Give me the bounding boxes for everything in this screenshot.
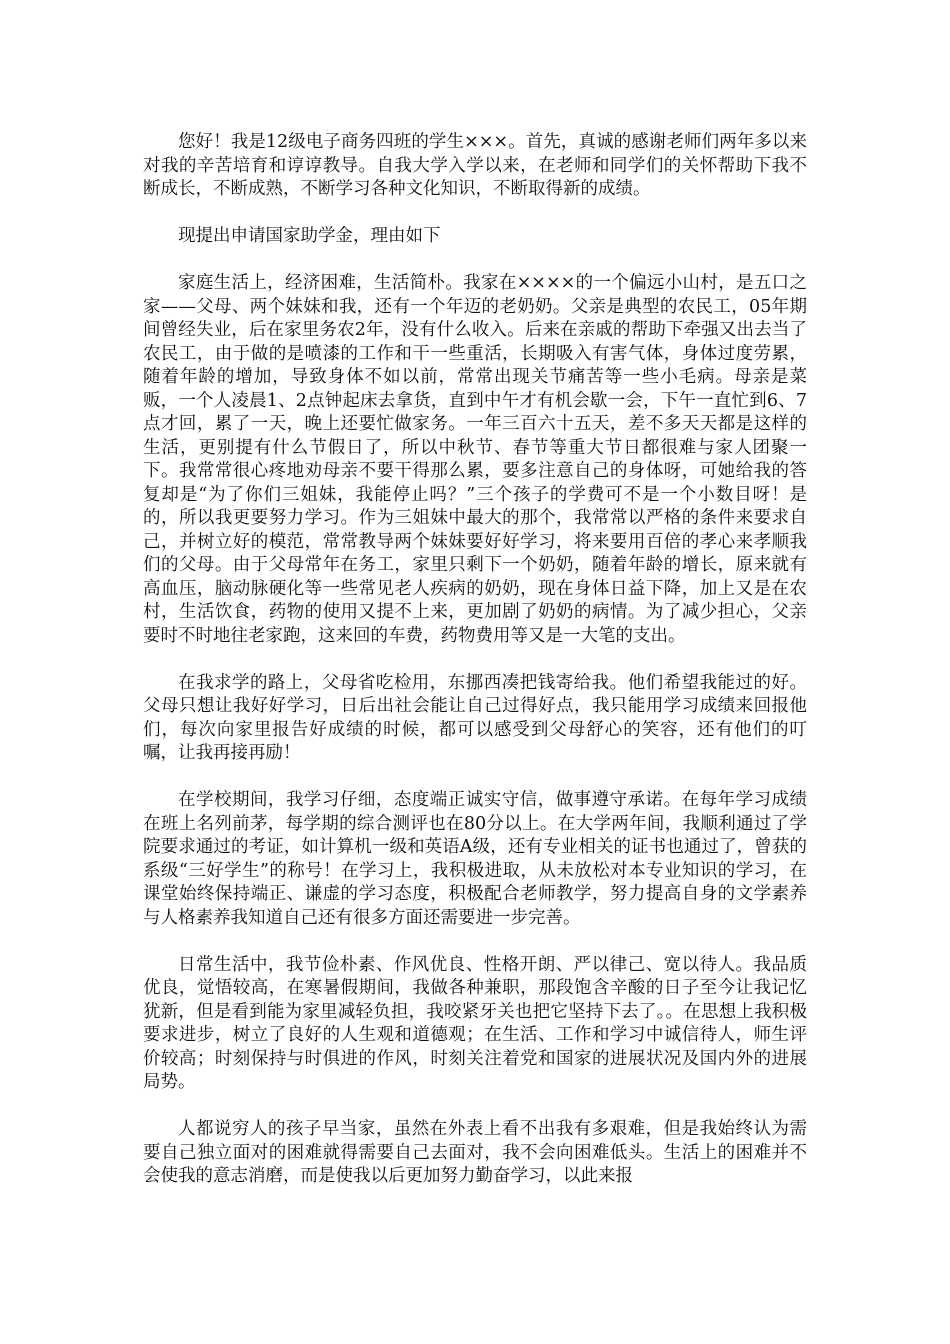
daily-life-paragraph: 日常生活中，我节俭朴素、作风优良、性格开朗、严以律己、宽以待人。我品质优良，觉悟较高，在寒暑假期间，我做各种兼职，那段饱含辛酸的日子至今让我记忆犹新，但是看到能为家里减轻负担，我咬紧牙关也把它坚持下去了。。在思想上我积极要求进步，树立了良好的人生观和道德观；在生活、工作和学习中诚信待人，师生评价较高；时刻保持与时俱进的作风，时刻关注着党和国家的进展状况及国内外的进展局势。 bbox=[143, 954, 807, 1092]
document-body bbox=[143, 131, 807, 1212]
school-performance-paragraph: 在学校期间，我学习仔细，态度端正诚实守信，做事遵守承诺。在每年学习成绩在班上名列前茅，每学期的综合测评也在80分以上。在大学两年间，我顺利通过了学院要求通过的考证，如计算机一级和英语A级，还有专业相关的证书也通过了，曾获的系级“三好学生”的称号！在学习上，我积极进取，从未放松对本专业知识的学习，在课堂始终保持端正、谦虚的学习态度，积极配合老师教学，努力提高自身的文学素养与人格素养我知道自己还有很多方面还需要进一步完善。 bbox=[143, 790, 807, 928]
parents-support-paragraph: 在我求学的路上，父母省吃检用，东挪西凑把钱寄给我。他们希望我能过的好。父母只想让我好好学习，日后出社会能让自己过得好点，我只能用学习成绩来回报他们，每次向家里报告好成绩的时候，都可以感受到父母舒心的笑容，还有他们的叮嘱，让我再接再励！ bbox=[143, 672, 807, 763]
family-situation-paragraph: 家庭生活上，经济困难，生活简朴。我家在××××的一个偏远小山村，是五口之家——父母、两个妹妹和我，还有一个年迈的老奶奶。父亲是典型的农民工，05年期间曾经失业，后在家里务农2年，没有什么收入。后来在亲戚的帮助下牵强又出去当了农民工，由于做的是喷漆的工作和干一些重活，长期吸入有害气体，身体过度劳累，随着年龄的增加，导致身体不如以前，常常出现关节痛苦等一些小毛病。母亲是菜贩，一个人凌晨1、2点钟起床去拿货，直到中午才有机会歇一会，下午一直忙到6、7点才回，累了一天，晚上还要忙做家务。一年三百六十五天，差不多天天都是这样的生活，更别提有什么节假日了，所以中秋节、春节等重大节日都很难与家人团聚一下。我常常很心疼地劝母亲不要干得那么累，要多注意自己的身体呀，可她给我的答复却是“为了你们三姐妹，我能停止吗？”三个孩子的学费可不是一个小数目呀！是的，所以我更要努力学习。作为三姐妹中最大的那个，我常常以严格的条件来要求自己，并树立好的模范，常常教导两个妹妹要好好学习，将来要用百倍的孝心来孝顺我们的父母。由于父母常年在务工，家里只剩下一个奶奶，随着年龄的增长，原来就有高血压，脑动脉硬化等一些常见老人疾病的奶奶，现在身体日益下降，加上又是在农村，生活饮食，药物的使用又提不上来，更加剧了奶奶的病情。为了减少担心，父亲要时不时地往老家跑，这来回的车费，药物费用等又是一大笔的支出。 bbox=[143, 273, 807, 646]
closing-paragraph: 人都说穷人的孩子早当家，虽然在外表上看不出我有多艰难，但是我始终认为需要自己独立面对的困难就得需要自己去面对，我不会向困难低头。生活上的困难并不会使我的意志消磨，而是使我以后更加努力勤奋学习，以此来报 bbox=[143, 1119, 807, 1186]
application-intro-paragraph: 现提出申请国家助学金，理由如下 bbox=[178, 226, 441, 246]
greeting-paragraph: 您好！我是12级电子商务四班的学生×××。首先，真诚的感谢老师们两年多以来对我的辛苦培育和谆谆教导。自我大学入学以来，在老师和同学们的关怀帮助下我不断成长，不断成熟，不断学习各种文化知识，不断取得新的成绩。 bbox=[143, 132, 807, 199]
